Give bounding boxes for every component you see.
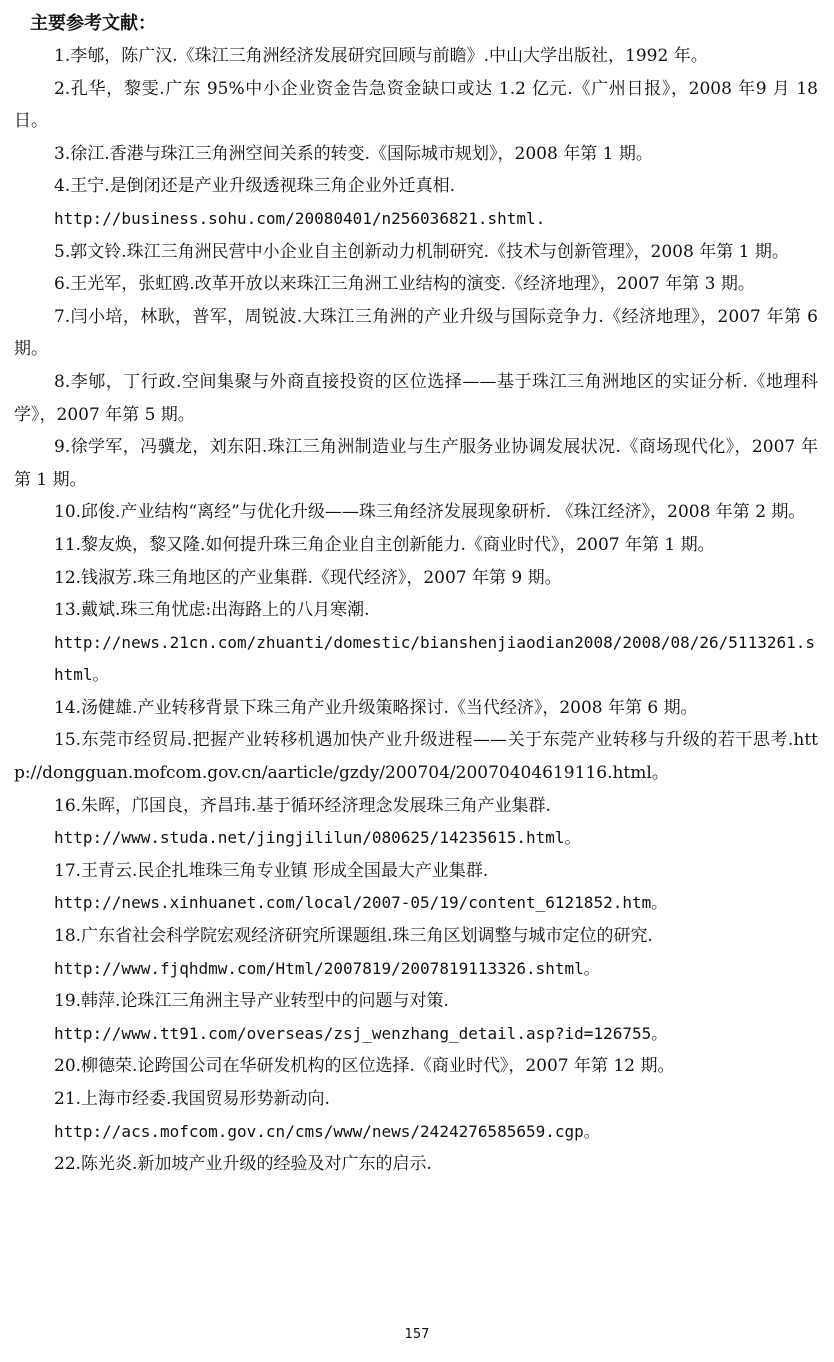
reference-citation: 黎友焕，黎又隆.如何提升珠三角企业自主创新能力.《商业时代》，2007 年第 1 期。	[81, 534, 715, 555]
reference-number: 22.	[54, 1154, 82, 1175]
reference-item	[14, 855, 818, 920]
reference-citation: 徐江.香港与珠江三角洲空间关系的转变.《国际城市规划》，2008 年第 1 期。	[70, 143, 653, 164]
reference-number: 1.	[54, 46, 71, 66]
reference-citation: 闫小培，林耿，普军，周锐波.大珠江三角洲的产业升级与国际竞争力.《经济地理》，2007 年第 6 期。	[14, 306, 818, 360]
reference-citation: 李郇，陈广汉.《珠江三角洲经济发展研究回顾与前瞻》.中山大学出版社，1992 年。	[70, 46, 708, 66]
reference-item	[14, 790, 818, 855]
reference-number: 8.	[54, 371, 71, 392]
reference-citation: 韩萍.论珠江三角洲主导产业转型中的问题与对策.	[81, 991, 449, 1012]
reference-number: 10.	[54, 502, 82, 523]
reference-item	[14, 562, 818, 595]
reference-item	[14, 594, 818, 692]
reference-number: 21.	[54, 1089, 82, 1109]
reference-number: 5.	[54, 241, 71, 262]
reference-number: 16.	[54, 795, 82, 816]
reference-item	[14, 985, 818, 1050]
reference-url[interactable]: http://www.fjqhdmw.com/Html/2007819/2007819113326.shtml。	[54, 958, 600, 978]
reference-item	[14, 1083, 818, 1148]
reference-citation: 李郇，丁行政.空间集聚与外商直接投资的区位选择——基于珠江三角洲地区的实证分析.《地理科学》，2007 年第 5 期。	[14, 371, 818, 425]
reference-item	[14, 692, 818, 725]
reference-number: 20.	[54, 1056, 82, 1077]
reference-item	[14, 40, 818, 73]
reference-citation: 上海市经委.我国贸易形势新动向.	[81, 1089, 330, 1109]
reference-citation: 广东省社会科学院宏观经济研究所课题组.珠三角区划调整与城市定位的研究.	[81, 926, 653, 947]
reference-item	[14, 496, 818, 529]
reference-item	[14, 236, 818, 269]
reference-url[interactable]: http://www.tt91.com/overseas/zsj_wenzhang_detail.asp?id=126755。	[54, 1023, 668, 1043]
reference-item	[14, 920, 818, 985]
reference-citation: 王光军，张虹鸥.改革开放以来珠江三角洲工业结构的演变.《经济地理》，2007 年第 3 期。	[70, 274, 755, 295]
reference-number: 4.	[54, 176, 71, 197]
reference-citation: 孔华，黎雯.广东 95%中小企业资金告急资金缺口或达 1.2 亿元.《广州日报》，2008 年9 月 18 日。	[14, 78, 818, 132]
reference-item	[14, 529, 818, 562]
reference-citation: 柳德荣.论跨国公司在华研发机构的区位选择.《商业时代》，2007 年第 12 期。	[81, 1056, 675, 1077]
reference-number: 6.	[54, 274, 71, 295]
reference-url[interactable]: http://acs.mofcom.gov.cn/cms/www/news/2424276585659.cgp。	[54, 1121, 600, 1141]
page-number: 157	[404, 1327, 430, 1342]
reference-item	[14, 138, 818, 171]
reference-url[interactable]: http://www.studa.net/jingjililun/080625/14235615.html。	[54, 828, 581, 848]
reference-citation: 郭文铃.珠江三角洲民营中小企业自主创新动力机制研究.《技术与创新管理》，2008 年第 1 期。	[70, 241, 789, 262]
reference-item	[14, 301, 818, 366]
reference-item	[14, 366, 818, 431]
reference-number: 14.	[54, 697, 82, 718]
reference-citation: 钱淑芳.珠三角地区的产业集群.《现代经济》，2007 年第 9 期。	[81, 567, 562, 588]
reference-item	[14, 1148, 818, 1181]
reference-item	[14, 724, 818, 789]
reference-citation: 汤健雄.产业转移背景下珠三角产业升级策略探讨.《当代经济》，2008 年第 6 期。	[81, 697, 698, 718]
reference-number: 3.	[54, 143, 71, 164]
reference-url[interactable]: http://news.21cn.com/zhuanti/domestic/bianshenjiaodian2008/2008/08/26/5113261.shtml。	[54, 632, 815, 685]
reference-citation: 邱俊.产业结构“离经”与优化升级——珠三角经济发展现象研析. 《珠江经济》，2008 年第 2 期。	[81, 502, 806, 523]
reference-citation: 王宁.是倒闭还是产业升级透视珠三角企业外迁真相.	[70, 176, 456, 197]
reference-number: 7.	[54, 306, 71, 327]
reference-number: 15.	[54, 730, 82, 751]
reference-url[interactable]: http://news.xinhuanet.com/local/2007-05/19/content_6121852.htm。	[54, 893, 668, 913]
reference-item	[14, 73, 818, 138]
reference-item	[14, 431, 818, 496]
reference-number: 11.	[54, 534, 82, 555]
reference-number: 12.	[54, 567, 82, 588]
reference-number: 13.	[54, 600, 82, 621]
reference-citation: 徐学军，冯骥龙，刘东阳.珠江三角洲制造业与生产服务业协调发展状况.《商场现代化》，2007 年第 1 期。	[14, 437, 818, 490]
reference-url[interactable]: http://business.sohu.com/20080401/n256036821.shtml.	[54, 208, 546, 228]
references-heading: 主要参考文献：	[30, 13, 156, 34]
reference-citation: 王青云.民企扎堆珠三角专业镇 形成全国最大产业集群.	[81, 860, 489, 881]
reference-citation: 东莞市经贸局.把握产业转移机遇加快产业升级进程——关于东莞产业转移与升级的若干思考.http://dongguan.mofcom.gov.cn/aarticle/gzdy/200704/20070404619116.html。	[14, 730, 818, 784]
reference-citation: 陈光炎.新加坡产业升级的经验及对广东的启示.	[81, 1154, 432, 1175]
reference-number: 19.	[54, 991, 82, 1012]
reference-item	[14, 1050, 818, 1083]
reference-number: 18.	[54, 926, 82, 947]
reference-item	[14, 170, 818, 235]
reference-list	[14, 40, 818, 1181]
reference-number: 2.	[54, 78, 71, 99]
reference-number: 9.	[54, 437, 71, 458]
reference-number: 17.	[54, 860, 82, 881]
reference-item	[14, 268, 818, 301]
reference-citation: 戴斌.珠三角忧虑:出海路上的八月寒潮.	[81, 600, 370, 621]
reference-citation: 朱晖，邝国良，齐昌玮.基于循环经济理念发展珠三角产业集群.	[81, 795, 551, 816]
